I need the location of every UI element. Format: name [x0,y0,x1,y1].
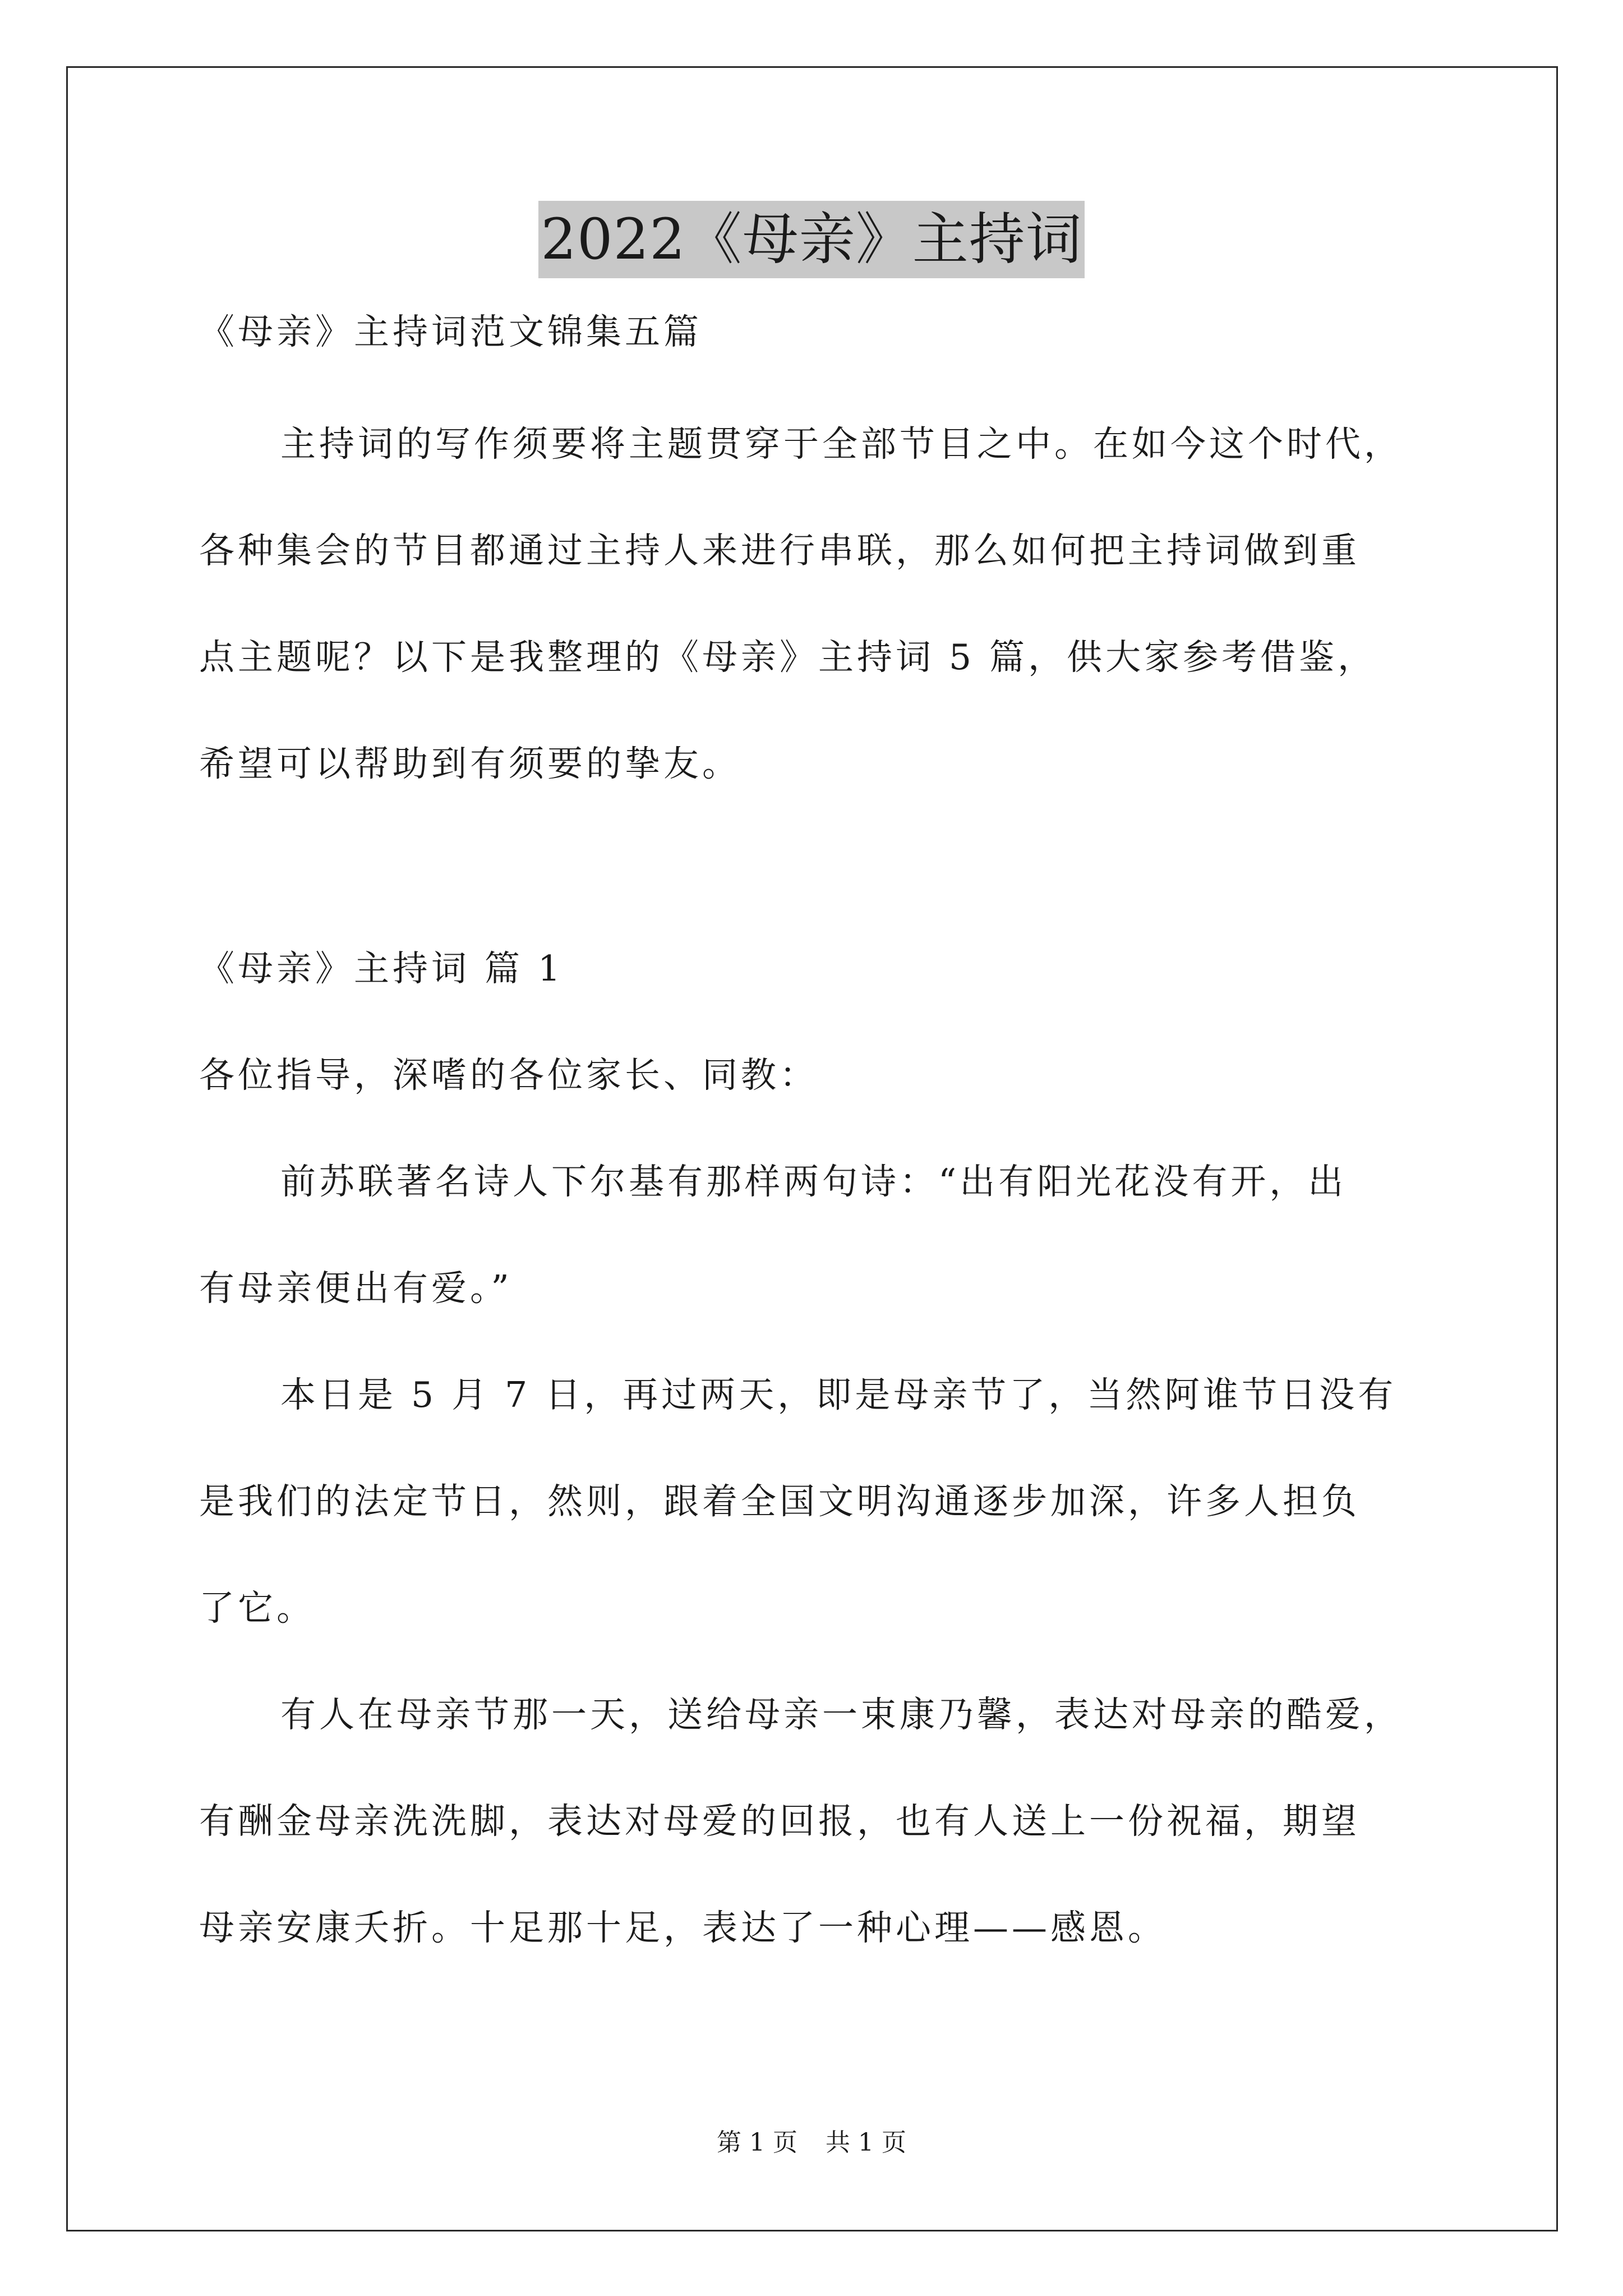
section-heading: 《母亲》主持词 篇 1 [199,948,564,989]
page-border [66,66,1558,2231]
paragraph-line: 主持词的写作须要将主题贯穿于全部节目之中。在如今这个时代， [280,424,1403,464]
paragraph-line: 前苏联著名诗人下尔基有那样两句诗：“出有阳光花没有开，出 [280,1161,1347,1202]
paragraph-line: 希望可以帮助到有须要的挚友。 [199,743,741,784]
paragraph-line: 有人在母亲节那一天，送给母亲一束康乃馨，表达对母亲的酷爱， [280,1694,1403,1735]
paragraph-line: 点主题呢？以下是我整理的《母亲》主持词 5 篇，供大家参考借鉴， [199,637,1377,678]
document-title: 2022《母亲》主持词 [538,201,1085,278]
paragraph-line: 有酬金母亲洗洗脚，表达对母爱的回报，也有人送上一份祝福，期望 [199,1801,1360,1842]
paragraph-line: 各种集会的节目都通过主持人来进行串联，那么如何把主持词做到重 [199,530,1360,571]
page-total: 共 1 页 [826,2128,906,2157]
page-number: 第 1 页 [717,2128,797,2157]
paragraph-line: 了它。 [199,1588,315,1628]
paragraph-line: 本日是 5 月 7 日，再过两天，即是母亲节了，当然阿谁节日没有 [280,1374,1397,1415]
paragraph-line: 母亲安康夭折。十足那十足，表达了一种心理——感恩。 [199,1907,1166,1948]
paragraph-line: 是我们的法定节日，然则，跟着全国文明沟通逐步加深，许多人担负 [199,1481,1360,1522]
paragraph-line: 有母亲便出有爱。” [199,1268,513,1309]
page-footer [0,2126,1623,2160]
title-container [0,201,1623,278]
subtitle-line: 《母亲》主持词范文锦集五篇 [199,311,702,352]
paragraph-line: 各位指导，深嗜的各位家长、同教： [199,1055,818,1096]
